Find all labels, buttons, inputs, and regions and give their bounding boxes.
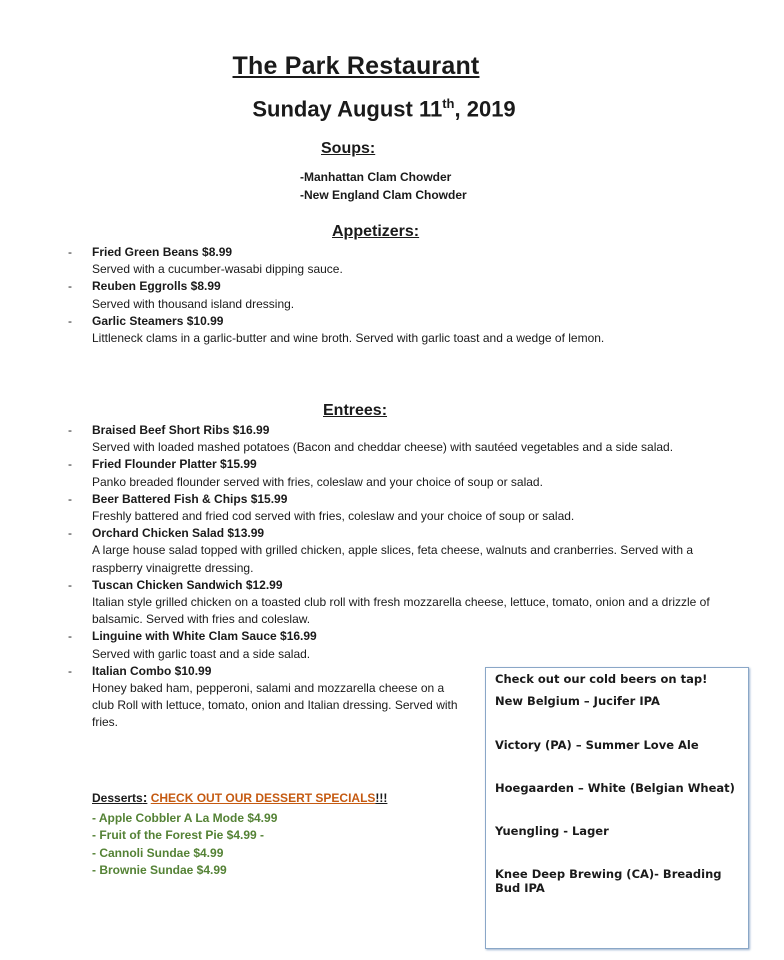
date-year: , 2019 [454,96,516,122]
item-name: Tuscan Chicken Sandwich $12.99 [92,577,283,592]
item-description: Littleneck clams in a garlic-butter and wine broth. Served with garlic toast and a wedge of lemon. [92,331,605,346]
dessert-specials-callout: CHECK OUT OUR DESSERT SPECIALS [150,791,376,805]
item-description: Freshly battered and fried cod served with fries, coleslaw and your choice of soup or salad. [92,509,575,524]
dessert-item: - Apple Cobbler A La Mode $4.99 [92,810,278,825]
item-description: Italian style grilled chicken on a toasted club roll with fresh mozzarella cheese, lettuce, tomato, onion and a drizzle of balsamic. Served with fries and coleslaw. [92,595,710,627]
item-name: Beer Battered Fish & Chips $15.99 [92,491,288,506]
date-suffix: th [442,96,455,111]
dessert-item: - Cannoli Sundae $4.99 [92,845,224,860]
item-description: A large house salad topped with grilled chicken, apple slices, feta cheese, walnuts and cranberries. Served with a raspberry vinaigrette dressing. [92,543,694,575]
menu-item: - Beer Battered Fish & Chips $15.99 Freshly battered and fried cod served with fries, coleslaw and your choice of soup or salad. [66,491,746,525]
menu-item: - Linguine with White Clam Sauce $16.99 Served with garlic toast and a side salad. [66,628,746,662]
date-main: Sunday August 11 [252,96,443,122]
beer-box-heading: Check out our cold beers on tap! [495,672,708,686]
desserts-label: Desserts: [92,789,148,805]
item-description: Served with loaded mashed potatoes (Bacon and cheddar cheese) with sautéed vegetables and a side salad. [92,440,674,455]
menu-item: - Orchard Chicken Salad $13.99 A large house salad topped with grilled chicken, apple slices, feta cheese, walnuts and cranberries. Served with a raspberry vinaigrette dressing. [66,525,746,577]
dessert-item: - Brownie Sundae $4.99 [92,863,227,877]
beer-item: Yuengling - Lager [495,824,609,838]
item-name: Braised Beef Short Ribs $16.99 [92,423,270,437]
menu-item: - Italian Combo $10.99 Honey baked ham, pepperoni, salami and mozzarella cheese on a club Roll with lettuce, tomato, onion and Italian dressing. Served with fries. [66,663,746,732]
item-name: Fried Green Beans $8.99 [92,245,233,259]
item-name: Fried Flounder Platter $15.99 [92,457,257,472]
item-name: Garlic Steamers $10.99 [92,313,224,328]
item-name: Italian Combo $10.99 [92,663,212,678]
soup-item: -New England Clam Chowder [300,188,467,202]
item-description: Served with thousand island dressing. [92,296,295,311]
menu-date [0,96,768,122]
item-name: Reuben Eggrolls $8.99 [92,279,221,294]
appetizers-heading: Appetizers: [332,223,420,240]
beer-item: Hoegaarden – White (Belgian Wheat) [495,781,735,795]
desserts-header [92,789,387,808]
entrees-heading: Entrees: [323,402,388,419]
menu-item: - Reuben Eggrolls $8.99 Served with thousand island dressing. [66,278,746,312]
menu-item: - Tuscan Chicken Sandwich $12.99 Italian style grilled chicken on a toasted club roll with fresh mozzarella cheese, lettuce, tomato, onion and a drizzle of balsamic. Served with fries and coleslaw. [66,577,746,629]
menu-item: - Garlic Steamers $10.99 Littleneck clams in a garlic-butter and wine broth. Served with garlic toast and a wedge of lemon. [66,313,746,347]
item-description: Served with a cucumber-wasabi dipping sauce. [92,262,343,277]
dessert-exclamation: !!! [375,791,388,805]
soups-list [300,168,467,204]
menu-item: - Fried Flounder Platter $15.99 Panko breaded flounder served with fries, coleslaw and your choice of soup or salad. [66,456,746,490]
beer-item: Victory (PA) – Summer Love Ale [495,738,699,752]
beer-list-box [485,667,749,949]
beer-item: New Belgium – Jucifer IPA [495,694,660,708]
item-description: Honey baked ham, pepperoni, salami and mozzarella cheese on a club Roll with lettuce, tomato, onion and Italian dressing. Served with fries. [92,681,458,730]
restaurant-title: The Park Restaurant [232,52,480,80]
menu-item: - Braised Beef Short Ribs $16.99 Served with loaded mashed potatoes (Bacon and cheddar cheese) with sautéed vegetables and a side salad. [66,422,746,456]
item-name: Orchard Chicken Salad $13.99 [92,526,265,541]
item-description: Panko breaded flounder served with fries, coleslaw and your choice of soup or salad. [92,474,543,489]
soups-heading: Soups: [321,140,376,157]
menu-item: - Fried Green Beans $8.99 Served with a cucumber-wasabi dipping sauce. [66,244,746,278]
beer-item: Knee Deep Brewing (CA)- Breading Bud IPA [495,867,722,895]
soup-item: -Manhattan Clam Chowder [300,170,452,184]
appetizers-list [66,244,746,347]
dessert-item: - Fruit of the Forest Pie $4.99 - [92,828,265,842]
item-name: Linguine with White Clam Sauce $16.99 [92,629,317,644]
item-description: Served with garlic toast and a side salad. [92,646,311,661]
desserts-section [92,789,387,880]
